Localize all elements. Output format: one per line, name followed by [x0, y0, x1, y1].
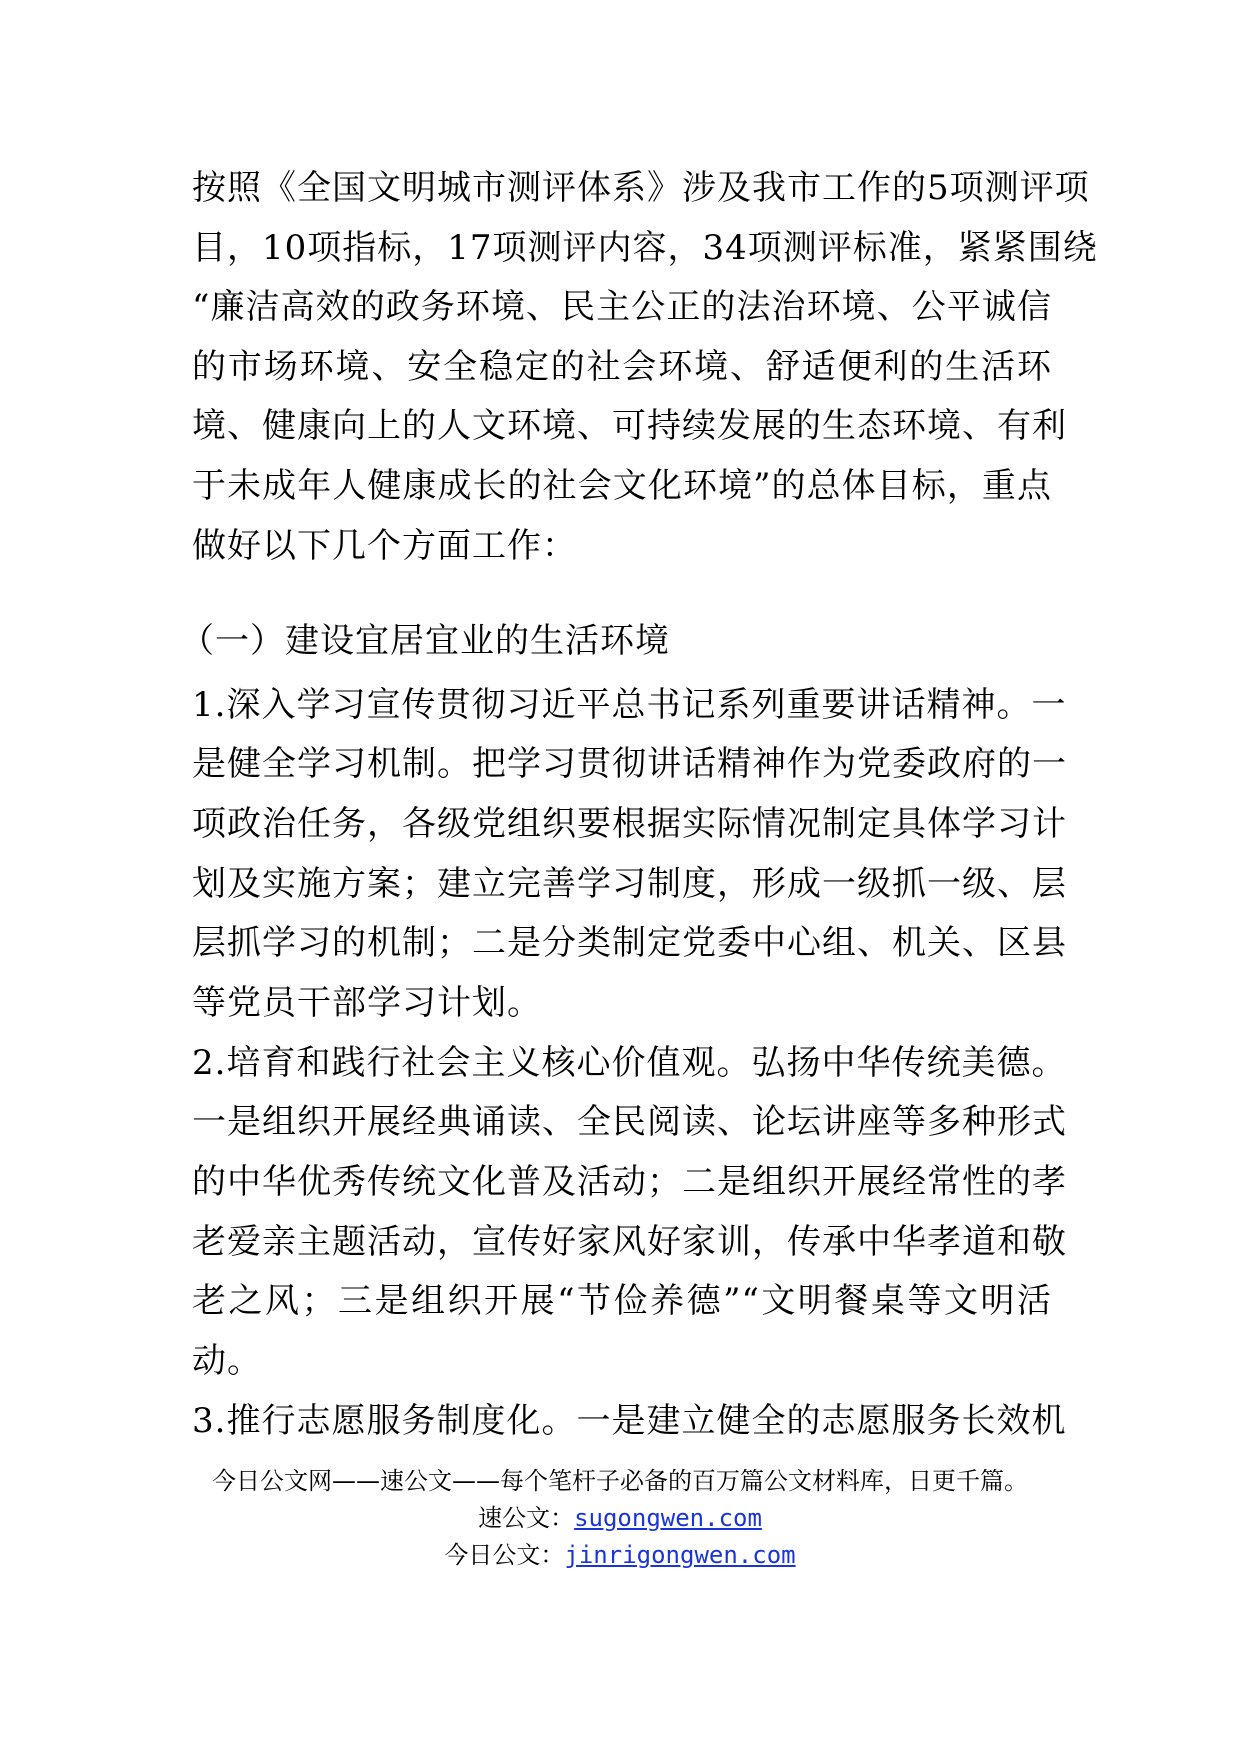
sugongwen-link[interactable]: sugongwen.com: [574, 1504, 762, 1532]
footer-jinrigongwen: [0, 1539, 1240, 1571]
sugongwen-label: 速公文：: [478, 1504, 575, 1532]
body-line: 的市场环境、安全稳定的社会环境、舒适便利的生活环: [192, 347, 1052, 387]
body-line: 境、健康向上的人文环境、可持续发展的生态环境、有利: [192, 406, 1067, 446]
body-line: 目，10项指标，17项测评内容，34项测评标准，紧紧围绕: [192, 228, 1098, 268]
body-line: 是健全学习机制。把学习贯彻讲话精神作为党委政府的一: [192, 744, 1067, 784]
body-line: 划及实施方案；建立完善学习制度，形成一级抓一级、层: [192, 864, 1067, 904]
body-line: “廉洁高效的政务环境、民主公正的法治环境、公平诚信: [192, 287, 1052, 327]
section-heading: （一）建设宜居宜业的生活环境: [180, 621, 670, 661]
body-line: 的中华优秀传统文化普及活动；二是组织开展经常性的孝: [192, 1162, 1067, 1202]
body-line: 2.培育和践行社会主义核心价值观。弘扬中华传统美德。: [192, 1043, 1067, 1083]
footer-tagline: 今日公文网——速公文——每个笔杆子必备的百万篇公文材料库，日更千篇。: [212, 1467, 1028, 1495]
body-line: 按照《全国文明城市测评体系》涉及我市工作的5项测评项: [192, 168, 1090, 208]
body-line: 动。: [192, 1341, 262, 1381]
body-line: 于未成年人健康成长的社会文化环境”的总体目标，重点: [192, 466, 1052, 506]
body-line: 老之风；三是组织开展“节俭养德”“文明餐桌等文明活: [192, 1281, 1052, 1321]
body-line: 3.推行志愿服务制度化。一是建立健全的志愿服务长效机: [192, 1401, 1067, 1441]
body-line: 做好以下几个方面工作：: [192, 526, 577, 566]
body-line: 一是组织开展经典诵读、全民阅读、论坛讲座等多种形式: [192, 1102, 1067, 1142]
body-line: 老爱亲主题活动，宣传好家风好家训，传承中华孝道和敬: [192, 1222, 1067, 1262]
body-line: 项政治任务，各级党组织要根据实际情况制定具体学习计: [192, 804, 1067, 844]
body-line: 等党员干部学习计划。: [192, 983, 542, 1023]
jinrigongwen-link[interactable]: jinrigongwen.com: [564, 1541, 796, 1569]
body-line: 1.深入学习宣传贯彻习近平总书记系列重要讲话精神。一: [192, 685, 1067, 725]
body-line: 层抓学习的机制；二是分类制定党委中心组、机关、区县: [192, 923, 1067, 963]
jinrigongwen-label: 今日公文：: [444, 1541, 565, 1569]
footer-sugongwen: [0, 1502, 1240, 1534]
